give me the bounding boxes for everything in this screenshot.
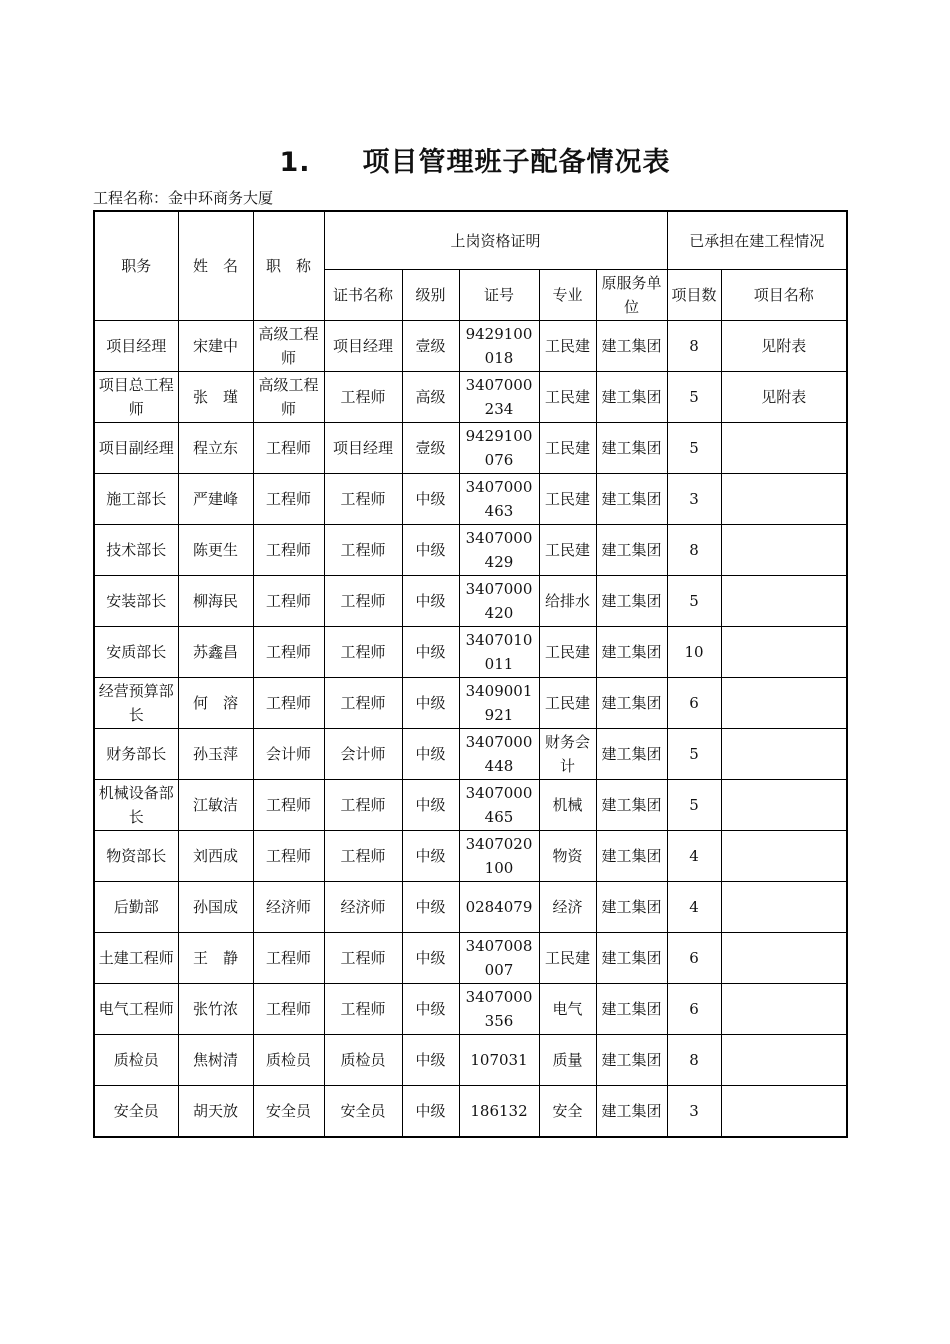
cell-title: 工程师	[253, 831, 324, 882]
cell-cert-no: 9429100076	[459, 423, 539, 474]
cell-project-count: 4	[667, 831, 721, 882]
cell-major: 经济	[539, 882, 596, 933]
cell-cert-name: 工程师	[324, 525, 402, 576]
cell-name: 孙国成	[178, 882, 253, 933]
cell-orig-unit: 建工集团	[596, 423, 667, 474]
cell-name: 张 瑾	[178, 372, 253, 423]
cell-name: 苏鑫昌	[178, 627, 253, 678]
cell-title: 工程师	[253, 627, 324, 678]
cell-major: 机械	[539, 780, 596, 831]
cell-title: 经济师	[253, 882, 324, 933]
cell-title: 会计师	[253, 729, 324, 780]
cell-position: 项目副经理	[94, 423, 178, 474]
cell-cert-name: 经济师	[324, 882, 402, 933]
cell-level: 中级	[402, 780, 459, 831]
header-level: 级别	[402, 270, 459, 321]
cell-position: 质检员	[94, 1035, 178, 1086]
cell-title: 工程师	[253, 984, 324, 1035]
cell-title: 工程师	[253, 474, 324, 525]
cell-cert-no: 3407000463	[459, 474, 539, 525]
cell-title: 工程师	[253, 780, 324, 831]
table-body	[94, 321, 847, 1138]
cell-name: 王 静	[178, 933, 253, 984]
cell-name: 胡天放	[178, 1086, 253, 1138]
cell-major: 工民建	[539, 372, 596, 423]
cell-title: 工程师	[253, 423, 324, 474]
cell-level: 中级	[402, 576, 459, 627]
cell-major: 安全	[539, 1086, 596, 1138]
cell-cert-no: 3407020100	[459, 831, 539, 882]
cell-title: 工程师	[253, 933, 324, 984]
cell-level: 壹级	[402, 423, 459, 474]
cell-position: 项目经理	[94, 321, 178, 372]
staffing-table	[93, 210, 848, 1138]
table-row	[94, 372, 847, 423]
cell-major: 电气	[539, 984, 596, 1035]
cell-orig-unit: 建工集团	[596, 372, 667, 423]
cell-orig-unit: 建工集团	[596, 627, 667, 678]
cell-cert-no: 3407000429	[459, 525, 539, 576]
header-title: 职 称	[253, 211, 324, 321]
cell-position: 项目总工程师	[94, 372, 178, 423]
cell-level: 中级	[402, 525, 459, 576]
cell-project-name	[721, 474, 847, 525]
cell-project-name	[721, 423, 847, 474]
cell-orig-unit: 建工集团	[596, 1086, 667, 1138]
cell-position: 经营预算部长	[94, 678, 178, 729]
cell-level: 高级	[402, 372, 459, 423]
cell-cert-name: 工程师	[324, 576, 402, 627]
cell-cert-no: 107031	[459, 1035, 539, 1086]
cell-project-name	[721, 678, 847, 729]
cell-orig-unit: 建工集团	[596, 678, 667, 729]
cell-major: 给排水	[539, 576, 596, 627]
cell-major: 工民建	[539, 678, 596, 729]
table-row	[94, 474, 847, 525]
header-project-count: 项目数	[667, 270, 721, 321]
cell-orig-unit: 建工集团	[596, 933, 667, 984]
cell-title: 安全员	[253, 1086, 324, 1138]
cell-level: 中级	[402, 627, 459, 678]
table-row	[94, 831, 847, 882]
cell-name: 刘西成	[178, 831, 253, 882]
table-row	[94, 321, 847, 372]
cell-name: 江敏洁	[178, 780, 253, 831]
cell-project-name: 见附表	[721, 372, 847, 423]
table-row	[94, 627, 847, 678]
cell-project-count: 5	[667, 576, 721, 627]
table-row	[94, 1086, 847, 1138]
cell-name: 孙玉萍	[178, 729, 253, 780]
cell-position: 电气工程师	[94, 984, 178, 1035]
cell-name: 陈更生	[178, 525, 253, 576]
cell-name: 何 溶	[178, 678, 253, 729]
cell-cert-name: 工程师	[324, 780, 402, 831]
table-row	[94, 729, 847, 780]
cell-major: 工民建	[539, 423, 596, 474]
header-cert-name: 证书名称	[324, 270, 402, 321]
cell-project-count: 5	[667, 780, 721, 831]
cell-orig-unit: 建工集团	[596, 525, 667, 576]
cell-cert-name: 项目经理	[324, 423, 402, 474]
cell-project-count: 8	[667, 321, 721, 372]
cell-name: 焦树清	[178, 1035, 253, 1086]
cell-project-name: 见附表	[721, 321, 847, 372]
cell-major: 财务会计	[539, 729, 596, 780]
cell-project-name	[721, 831, 847, 882]
cell-project-name	[721, 729, 847, 780]
cell-project-name	[721, 1035, 847, 1086]
cell-level: 中级	[402, 678, 459, 729]
table-row	[94, 1035, 847, 1086]
cell-cert-no: 9429100018	[459, 321, 539, 372]
table-row	[94, 678, 847, 729]
cell-position: 安全员	[94, 1086, 178, 1138]
cell-project-count: 5	[667, 729, 721, 780]
cell-project-count: 5	[667, 372, 721, 423]
cell-orig-unit: 建工集团	[596, 576, 667, 627]
cell-cert-no: 3407000465	[459, 780, 539, 831]
cell-orig-unit: 建工集团	[596, 831, 667, 882]
cell-cert-no: 3407000448	[459, 729, 539, 780]
cell-major: 工民建	[539, 627, 596, 678]
table-row	[94, 882, 847, 933]
cell-project-count: 5	[667, 423, 721, 474]
header-orig-unit: 原服务单位	[596, 270, 667, 321]
cell-project-count: 8	[667, 1035, 721, 1086]
header-cert-group: 上岗资格证明	[324, 211, 667, 270]
cell-project-count: 3	[667, 474, 721, 525]
cell-orig-unit: 建工集团	[596, 882, 667, 933]
cell-major: 质量	[539, 1035, 596, 1086]
table-row	[94, 423, 847, 474]
cell-orig-unit: 建工集团	[596, 780, 667, 831]
cell-name: 宋建中	[178, 321, 253, 372]
cell-project-name	[721, 525, 847, 576]
cell-position: 安装部长	[94, 576, 178, 627]
header-cert-no: 证号	[459, 270, 539, 321]
cell-cert-no: 3407000234	[459, 372, 539, 423]
header-projects-group: 已承担在建工程情况	[667, 211, 847, 270]
cell-project-count: 4	[667, 882, 721, 933]
cell-cert-name: 工程师	[324, 831, 402, 882]
table-row	[94, 780, 847, 831]
cell-major: 工民建	[539, 525, 596, 576]
cell-cert-no: 0284079	[459, 882, 539, 933]
header-name: 姓 名	[178, 211, 253, 321]
cell-cert-name: 工程师	[324, 474, 402, 525]
cell-project-name	[721, 780, 847, 831]
cell-cert-name: 工程师	[324, 627, 402, 678]
page-title	[0, 140, 950, 179]
cell-cert-name: 安全员	[324, 1086, 402, 1138]
cell-project-name	[721, 627, 847, 678]
cell-project-count: 6	[667, 678, 721, 729]
cell-orig-unit: 建工集团	[596, 729, 667, 780]
cell-cert-no: 3407000420	[459, 576, 539, 627]
cell-major: 工民建	[539, 474, 596, 525]
cell-orig-unit: 建工集团	[596, 321, 667, 372]
cell-title: 工程师	[253, 576, 324, 627]
cell-level: 中级	[402, 882, 459, 933]
table-row	[94, 576, 847, 627]
header-project-name: 项目名称	[721, 270, 847, 321]
cell-position: 施工部长	[94, 474, 178, 525]
cell-level: 壹级	[402, 321, 459, 372]
table-row	[94, 933, 847, 984]
cell-major: 工民建	[539, 321, 596, 372]
cell-project-name	[721, 1086, 847, 1138]
cell-title: 高级工程师	[253, 321, 324, 372]
cell-project-count: 8	[667, 525, 721, 576]
cell-major: 物资	[539, 831, 596, 882]
cell-level: 中级	[402, 1086, 459, 1138]
cell-cert-name: 工程师	[324, 678, 402, 729]
cell-title: 高级工程师	[253, 372, 324, 423]
cell-position: 机械设备部长	[94, 780, 178, 831]
header-position: 职务	[94, 211, 178, 321]
table-row	[94, 984, 847, 1035]
cell-project-count: 6	[667, 984, 721, 1035]
cell-project-name	[721, 984, 847, 1035]
cell-cert-no: 3407008007	[459, 933, 539, 984]
title-number: 1.	[279, 147, 311, 178]
cell-cert-no: 3409001921	[459, 678, 539, 729]
cell-cert-name: 工程师	[324, 933, 402, 984]
cell-level: 中级	[402, 984, 459, 1035]
cell-orig-unit: 建工集团	[596, 984, 667, 1035]
project-name-label: 工程名称：金中环商务大厦	[93, 189, 274, 207]
cell-position: 后勤部	[94, 882, 178, 933]
cell-name: 张竹浓	[178, 984, 253, 1035]
cell-cert-no: 3407010011	[459, 627, 539, 678]
cell-cert-no: 186132	[459, 1086, 539, 1138]
cell-level: 中级	[402, 1035, 459, 1086]
cell-orig-unit: 建工集团	[596, 1035, 667, 1086]
cell-project-name	[721, 933, 847, 984]
cell-orig-unit: 建工集团	[596, 474, 667, 525]
cell-title: 质检员	[253, 1035, 324, 1086]
cell-cert-name: 会计师	[324, 729, 402, 780]
cell-project-name	[721, 576, 847, 627]
cell-project-count: 10	[667, 627, 721, 678]
cell-title: 工程师	[253, 525, 324, 576]
cell-major: 工民建	[539, 933, 596, 984]
cell-title: 工程师	[253, 678, 324, 729]
cell-position: 安质部长	[94, 627, 178, 678]
cell-project-name	[721, 882, 847, 933]
title-text: 项目管理班子配备情况表	[362, 147, 671, 178]
cell-level: 中级	[402, 474, 459, 525]
cell-name: 柳海民	[178, 576, 253, 627]
cell-cert-no: 3407000356	[459, 984, 539, 1035]
cell-cert-name: 项目经理	[324, 321, 402, 372]
cell-cert-name: 工程师	[324, 984, 402, 1035]
cell-name: 严建峰	[178, 474, 253, 525]
header-major: 专业	[539, 270, 596, 321]
cell-position: 技术部长	[94, 525, 178, 576]
cell-name: 程立东	[178, 423, 253, 474]
cell-position: 土建工程师	[94, 933, 178, 984]
cell-position: 财务部长	[94, 729, 178, 780]
cell-level: 中级	[402, 933, 459, 984]
cell-project-count: 3	[667, 1086, 721, 1138]
cell-level: 中级	[402, 729, 459, 780]
cell-project-count: 6	[667, 933, 721, 984]
cell-cert-name: 工程师	[324, 372, 402, 423]
cell-level: 中级	[402, 831, 459, 882]
cell-cert-name: 质检员	[324, 1035, 402, 1086]
table-row	[94, 525, 847, 576]
cell-position: 物资部长	[94, 831, 178, 882]
